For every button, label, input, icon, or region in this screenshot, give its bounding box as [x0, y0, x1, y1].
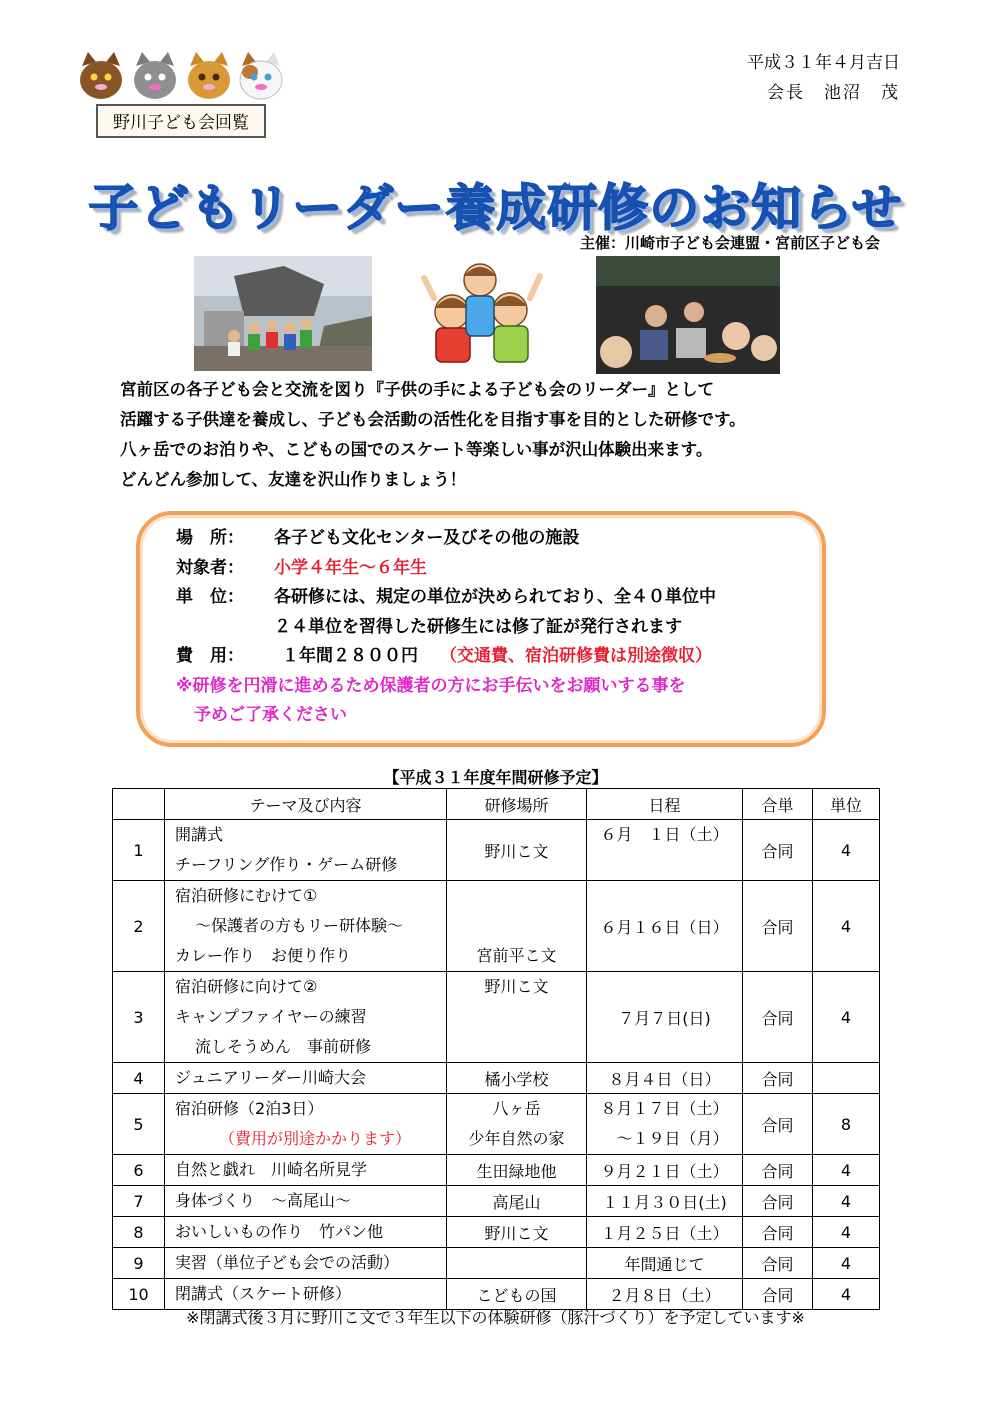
header-units: 単位 [813, 789, 880, 820]
notice-line-cont: 予めご了承ください [194, 705, 347, 725]
notice-line: ※研修を円滑に進めるため保護者の方にお手伝いをお願いする事を [176, 675, 686, 696]
intro-line: 宮前区の各子ども会と交流を図り『子供の手による子ども会のリーダー』として [120, 380, 714, 399]
target-label: 対象者： [176, 557, 244, 578]
cat-gray-icon [134, 52, 176, 99]
cats-illustration [76, 50, 286, 112]
target-value: 小学４年生～６年生 [274, 557, 427, 578]
table-row: 1 開講式 チーフリング作り・ゲーム研修 野川こ文 ６月 １日（土） 合同 4 [113, 820, 880, 881]
intro-text [120, 375, 880, 495]
table-header-row [113, 789, 880, 820]
cat-orange-icon [188, 52, 230, 99]
intro-line: 八ヶ岳でのお泊りや、こどもの国でのスケート等楽しい事が沢山体験出来ます。 [120, 440, 713, 459]
place-value: 各子ども文化センター及びその他の施設 [274, 528, 580, 548]
intro-line: どんどん参加して、友達を沢山作りましょう！ [120, 470, 467, 489]
table-row: 6 自然と戯れ 川崎名所見学 生田緑地他 ９月２１日（土） 合同 4 [113, 1155, 880, 1186]
schedule-table [112, 788, 880, 1310]
fee-value: １年間２８００円 [282, 646, 418, 666]
group-photo-camp [596, 256, 780, 374]
info-units-cont [176, 613, 816, 643]
table-row: 9 実習（単位子ども会での活動） 年間通じて 合同 4 [113, 1248, 880, 1279]
header-group: 合単 [743, 789, 813, 820]
table-row: 8 おいしいもの作り 竹パン他 野川こ文 １月２５日（土） 合同 4 [113, 1217, 880, 1248]
unit-value: 各研修には、規定の単位が決められており、全４０単位中 [274, 587, 716, 607]
chairperson: 会長 池沼 茂 [767, 83, 900, 103]
footnote: ※閉講式後３月に野川こ文で３年生以下の体験研修（豚汁づくり）を予定しています※ [186, 1308, 805, 1327]
info-units [176, 583, 816, 613]
cat-brown-icon [80, 52, 122, 99]
table-row: 2 宿泊研修にむけて① ～保護者の方もリー研体験～ カレー作り お便り作り 宮前平こ文 ６月１６日（日） 合同 4 [113, 881, 880, 972]
page-title: 子どもリーダー養成研修のお知らせ [88, 179, 903, 237]
unit-label: 単 位： [176, 587, 244, 607]
cat-calico-icon [240, 52, 282, 99]
circular-label: 野川子ども会回覧 [96, 104, 266, 138]
kids-illustration [418, 258, 548, 364]
table-row: 10 閉講式（スケート研修） こどもの国 ２月８日（土） 合同 4 [113, 1279, 880, 1310]
table-row: 3 宿泊研修に向けて② キャンプファイヤーの練習 流しそうめん 事前研修 野川こ文 ７月７日(日) 合同 4 [113, 972, 880, 1063]
header-date: 日程 [587, 789, 743, 820]
fee-note: （交通費、宿泊研修費は別途徴収） [440, 646, 712, 666]
info-details [176, 524, 816, 731]
fee-label: 費 用： [176, 646, 244, 666]
group-photo-outdoor [194, 256, 372, 371]
place-label: 場 所： [176, 528, 244, 548]
sponsor: 主催：川崎市子ども会連盟・宮前区子ども会 [579, 234, 880, 252]
info-place [176, 524, 816, 554]
info-fee [176, 642, 816, 672]
intro-line: 活躍する子供達を養成し、子ども会活動の活性化を目指す事を目的とした研修です。 [120, 410, 746, 429]
info-target [176, 554, 816, 584]
unit-value-cont: ２４単位を習得した研修生には修了証が発行されます [274, 616, 682, 637]
schedule-title: 【平成３１年度年間研修予定】 [383, 768, 608, 787]
table-row: 7 身体づくり ～高尾山～ 高尾山 １１月３０日(土) 合同 4 [113, 1186, 880, 1217]
header-place: 研修場所 [447, 789, 587, 820]
header-no [113, 789, 165, 820]
table-row: 4 ジュニアリーダー川崎大会 橘小学校 ８月４日（日） 合同 [113, 1063, 880, 1094]
header-theme: テーマ及び内容 [165, 789, 447, 820]
issue-date: 平成３１年４月吉日 [747, 53, 900, 73]
table-row: 5 宿泊研修（2泊3日） （費用が別途かかります） 八ヶ岳 少年自然の家 ８月１７日（土） ～１９日（月） 合同 8 [113, 1094, 880, 1155]
